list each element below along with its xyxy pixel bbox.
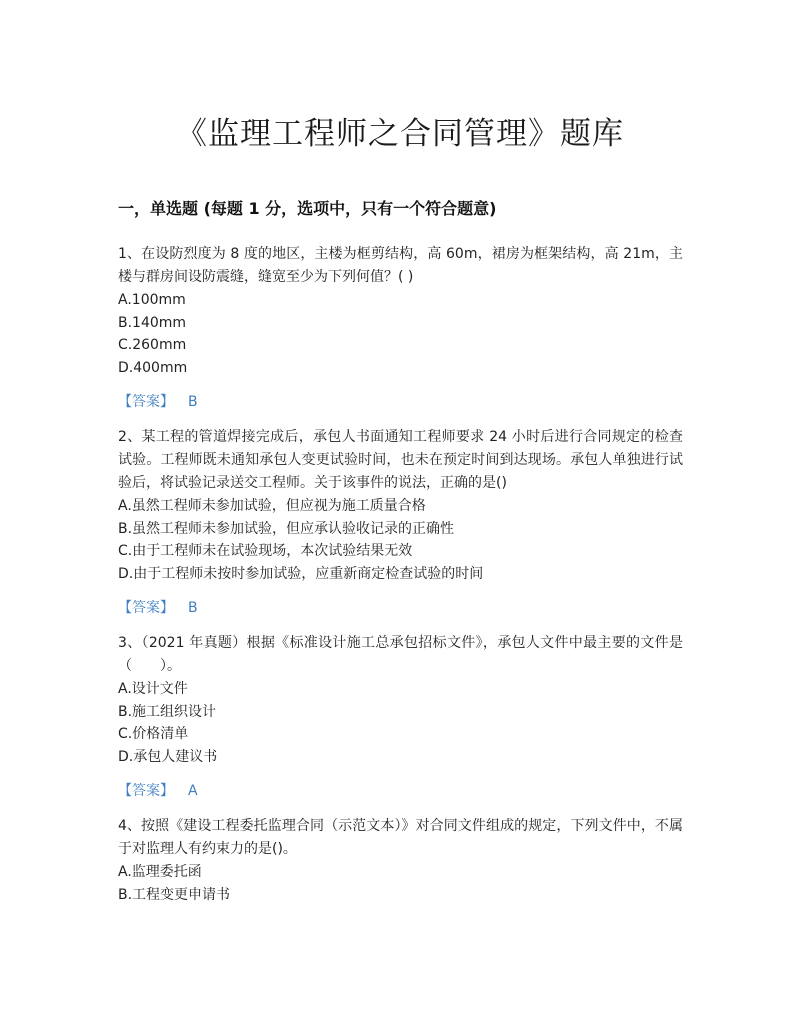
answer-label: 【答案】 [118, 394, 174, 410]
option-b: B.施工组织设计 [118, 703, 217, 720]
option-a: A.100mm [118, 292, 186, 308]
answer-value: B [188, 394, 198, 410]
question-text: 2、某工程的管道焊接完成后，承包人书面通知工程师要求 24 小时后进行合同规定的检查试验。工程师既未通知承包人变更试验时间，也未在预定时间到达现场。承包人单独进行试验后，将试验记录送交工程师。关于该事件的说法，正确的是() [118, 429, 683, 491]
question-list [118, 243, 683, 919]
question-2 [118, 426, 683, 619]
answer-value: A [188, 783, 198, 799]
answer-value: B [188, 600, 198, 616]
option-d: D.由于工程师未按时参加试验，应重新商定检查试验的时间 [118, 565, 484, 582]
question-3 [118, 632, 683, 802]
option-b: B.虽然工程师未参加试验，但应承认验收记录的正确性 [118, 520, 455, 537]
option-a: A.监理委托函 [118, 864, 202, 880]
answer-line [118, 391, 683, 413]
option-c: C.由于工程师未在试验现场，本次试验结果无效 [118, 543, 413, 559]
page-title: 《监理工程师之合同管理》题库 [176, 116, 624, 152]
answer-line [118, 597, 683, 619]
question-4 [118, 815, 683, 906]
section-heading: 一，单选题 (每题 1 分，选项中，只有一个符合题意) [118, 199, 497, 218]
option-b: B.140mm [118, 314, 187, 331]
question-text: 3、（2021 年真题）根据《标准设计施工总承包招标文件》，承包人文件中最主要的文件是（ ）。 [118, 635, 683, 674]
question-text: 4、按照《建设工程委托监理合同（示范文本）》对合同文件组成的规定，下列文件中，不属于对监理人有约束力的是()。 [118, 818, 683, 857]
option-c: C.260mm [118, 337, 187, 353]
answer-label: 【答案】 [118, 783, 174, 799]
option-c: C.价格清单 [118, 726, 189, 742]
question-text: 1、在设防烈度为 8 度的地区，主楼为框剪结构，高 60m，裙房为框架结构，高 21m，主楼与群房间设防震缝，缝宽至少为下列何值？( ) [118, 246, 683, 285]
option-b: B.工程变更申请书 [118, 886, 231, 903]
option-a: A.设计文件 [118, 681, 188, 697]
question-1 [118, 243, 683, 413]
option-a: A.虽然工程师未参加试验，但应视为施工质量合格 [118, 498, 426, 514]
answer-line [118, 780, 683, 802]
answer-label: 【答案】 [118, 600, 174, 616]
option-d: D.400mm [118, 359, 188, 376]
option-d: D.承包人建议书 [118, 748, 218, 765]
